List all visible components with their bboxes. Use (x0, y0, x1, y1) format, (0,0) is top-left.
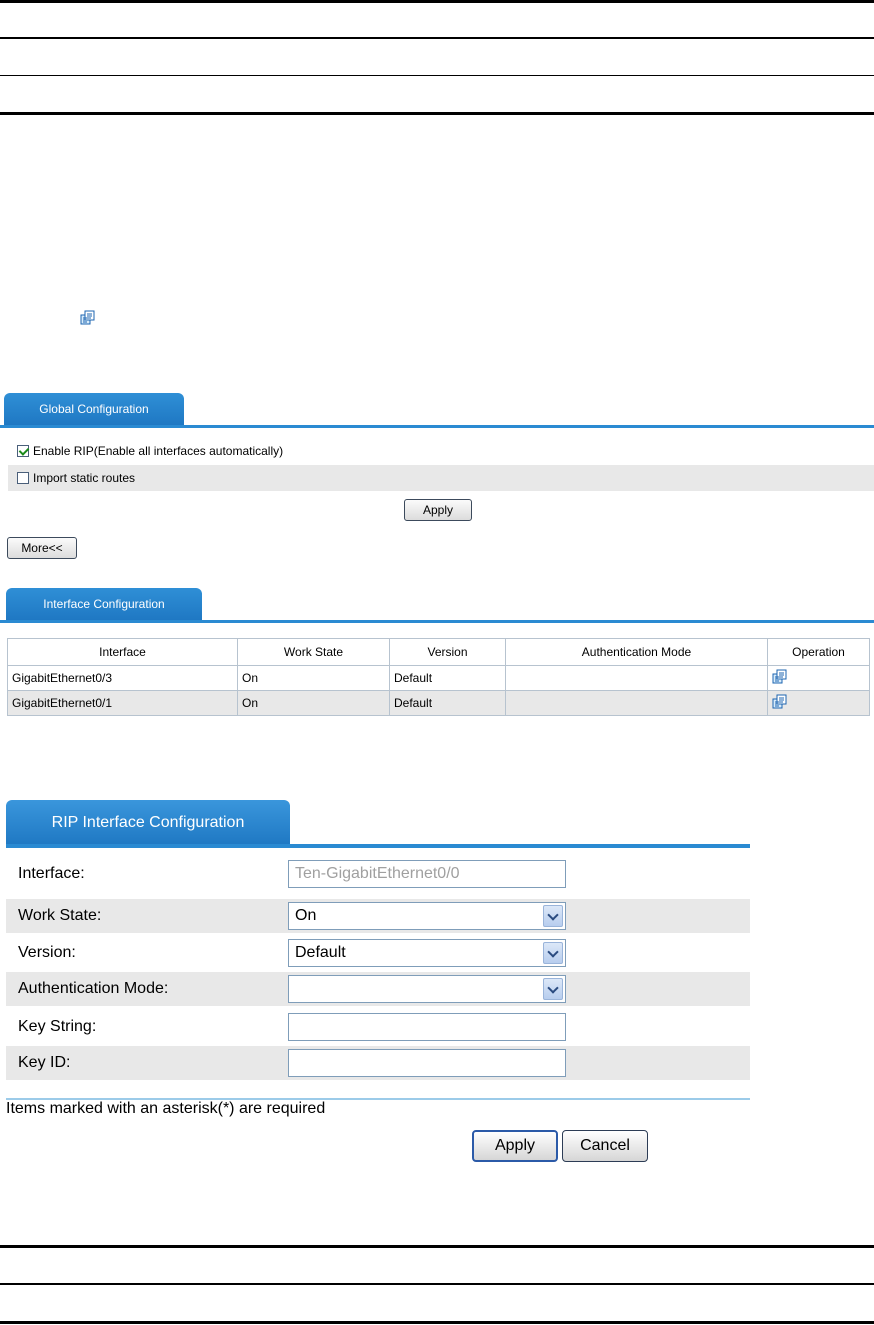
cell-interface: GigabitEthernet0/3 (8, 666, 238, 691)
auth-mode-label: Authentication Mode: (18, 980, 169, 997)
cancel-button[interactable]: Cancel (562, 1130, 648, 1162)
interface-label: Interface: (18, 865, 85, 882)
import-static-label[interactable]: Import static routes (33, 471, 136, 485)
rip-settings-panel (0, 393, 874, 723)
column-header: Work State (238, 639, 390, 666)
cell-operation (768, 691, 870, 716)
edit-config-icon[interactable] (772, 694, 788, 710)
cell-auth-mode (506, 691, 768, 716)
key-id-label: Key ID: (18, 1054, 71, 1071)
column-header: Authentication Mode (506, 639, 768, 666)
enable-rip-label[interactable]: Enable RIP(Enable all interfaces automatically) (33, 444, 284, 458)
import-static-checkbox[interactable] (17, 472, 29, 484)
tab-underline (6, 844, 750, 848)
global-apply-button[interactable]: Apply (404, 499, 472, 521)
tab-global-configuration[interactable] (4, 393, 184, 425)
version-row (6, 936, 750, 970)
doc-bottom-rule (0, 1321, 874, 1324)
cell-version: Default (390, 691, 506, 716)
work-state-select[interactable] (288, 902, 566, 930)
tab-label: RIP Interface Configuration (51, 813, 245, 831)
chevron-down-icon[interactable] (543, 942, 563, 964)
rip-interface-panel (6, 800, 750, 1166)
table-header (8, 639, 870, 666)
work-state-label: Work State: (18, 907, 102, 924)
apply-button[interactable]: Apply (472, 1130, 558, 1162)
enable-rip-row (8, 438, 874, 464)
key-string-input[interactable] (288, 1013, 566, 1041)
key-id-input[interactable] (288, 1049, 566, 1077)
tab-label: Interface Configuration (43, 597, 165, 611)
chevron-down-icon[interactable] (543, 978, 563, 1000)
interface-row (6, 857, 750, 891)
required-note: Items marked with an asterisk(*) are required (6, 1100, 326, 1117)
doc-rule (0, 112, 874, 115)
more-button[interactable]: More<< (7, 537, 77, 559)
column-header: Version (390, 639, 506, 666)
tab-interface-configuration[interactable] (6, 588, 202, 620)
key-id-row (6, 1046, 750, 1080)
doc-rule (0, 1245, 874, 1248)
cell-work-state: On (238, 691, 390, 716)
enable-rip-checkbox[interactable] (17, 445, 29, 457)
interface-field (288, 860, 566, 888)
interface-table (7, 638, 870, 716)
doc-rule (0, 1283, 874, 1285)
tab-underline (0, 425, 874, 428)
column-header: Operation (768, 639, 870, 666)
version-select[interactable] (288, 939, 566, 967)
auth-mode-row (6, 972, 750, 1006)
work-state-value: On (295, 907, 317, 924)
tab-underline (0, 620, 874, 623)
import-static-row (8, 465, 874, 491)
key-string-label: Key String: (18, 1018, 97, 1035)
table-row (8, 666, 870, 691)
chevron-down-icon[interactable] (543, 905, 563, 927)
tab-rip-interface-configuration[interactable] (6, 800, 290, 845)
doc-rule (0, 75, 874, 76)
cell-work-state: On (238, 666, 390, 691)
tab-label: Global Configuration (39, 402, 149, 416)
edit-config-icon[interactable] (772, 669, 788, 685)
cell-auth-mode (506, 666, 768, 691)
edit-config-icon (80, 310, 96, 326)
version-label: Version: (18, 944, 76, 961)
version-value: Default (295, 944, 346, 961)
doc-rule (0, 37, 874, 39)
cell-interface: GigabitEthernet0/1 (8, 691, 238, 716)
cell-version: Default (390, 666, 506, 691)
work-state-row (6, 899, 750, 933)
key-string-row (6, 1010, 750, 1044)
cell-operation (768, 666, 870, 691)
column-header: Interface (8, 639, 238, 666)
auth-mode-select[interactable] (288, 975, 566, 1003)
table-row (8, 691, 870, 716)
doc-top-rule (0, 0, 874, 3)
interface-value: Ten-GigabitEthernet0/0 (295, 865, 460, 882)
